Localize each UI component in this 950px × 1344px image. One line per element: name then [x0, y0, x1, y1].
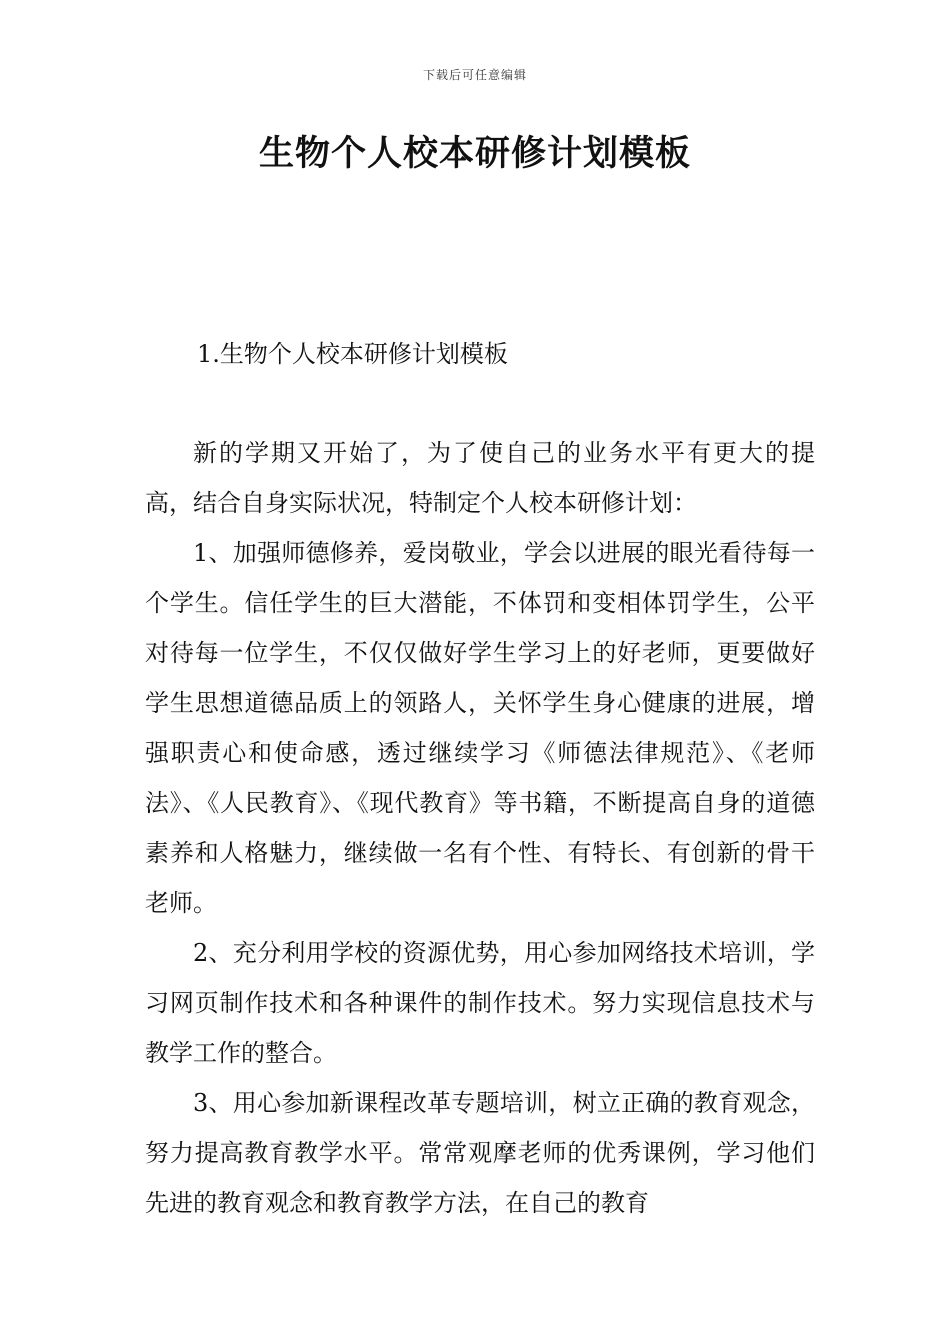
paragraph-intro: 新的学期又开始了，为了使自己的业务水平有更大的提高，结合自身实际状况，特制定个人校本研修计划：	[145, 439, 815, 517]
header-note: 下载后可任意编辑	[422, 68, 527, 82]
document-body	[145, 428, 815, 1228]
section-heading: 1.生物个人校本研修计划模板	[197, 340, 508, 368]
paragraph-item-3: 3、用心参加新课程改革专题培训，树立正确的教育观念，努力提高教育教学水平。常常观摩老师的优秀课例，学习他们先进的教育观念和教育教学方法，在自己的教育	[145, 1089, 815, 1217]
document-title: 生物个人校本研修计划模板	[258, 134, 691, 174]
paragraph-item-1: 1、加强师德修养，爱岗敬业，学会以进展的眼光看待每一个学生。信任学生的巨大潜能，不体罚和变相体罚学生，公平对待每一位学生，不仅仅做好学生学习上的好老师，更要做好学生思想道德品质上的领路人，关怀学生身心健康的进展，增强职责心和使命感，透过继续学习《师德法律规范》、《老师法》、《人民教育》、《现代教育》等书籍，不断提高自身的道德素养和人格魅力，继续做一名有个性、有特长、有创新的骨干老师。	[145, 539, 815, 917]
paragraph-item-2: 2、充分利用学校的资源优势，用心参加网络技术培训，学习网页制作技术和各种课件的制作技术。努力实现信息技术与教学工作的整合。	[145, 939, 815, 1067]
